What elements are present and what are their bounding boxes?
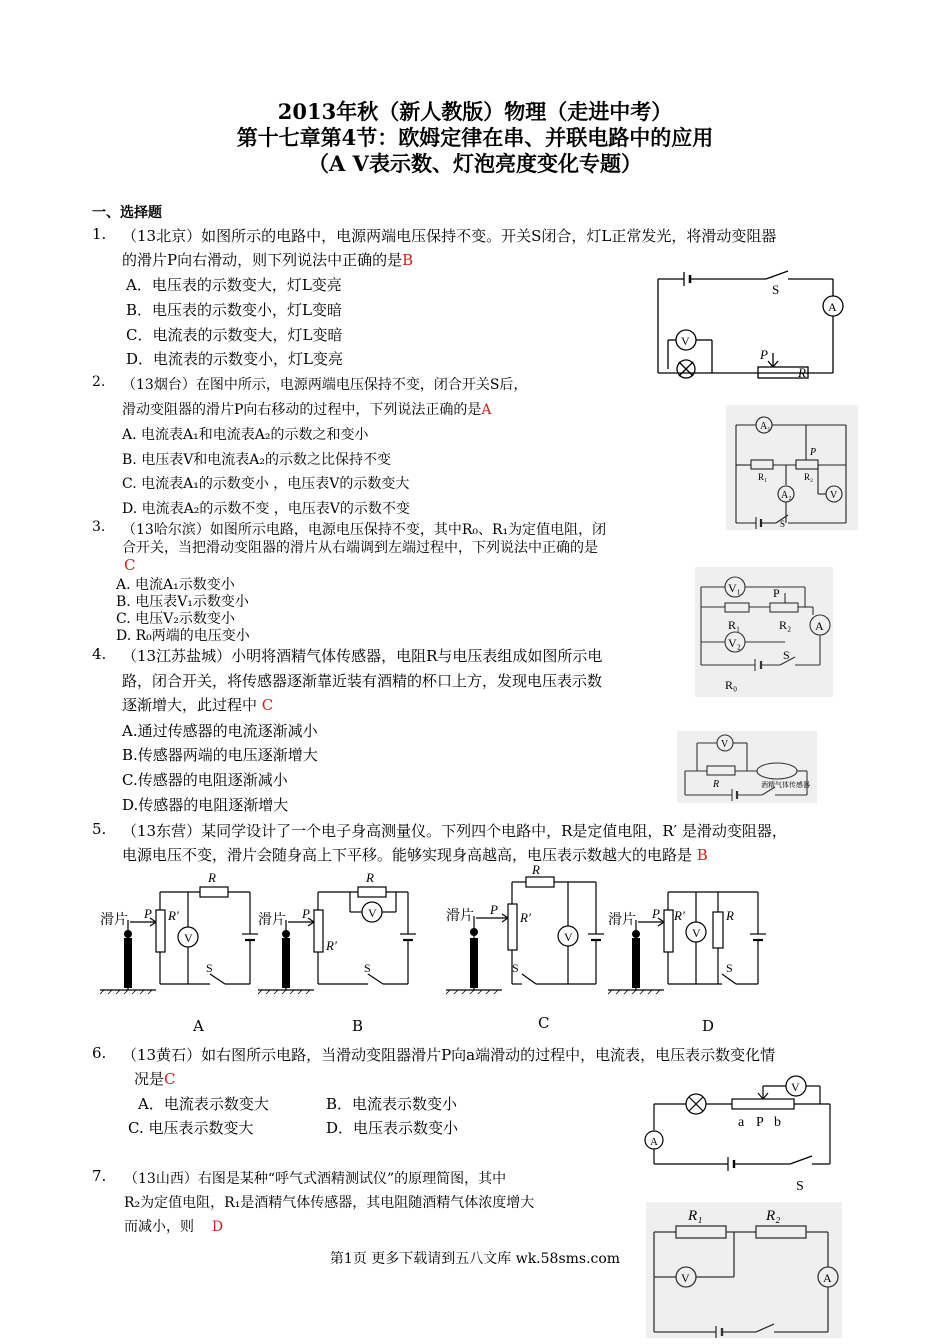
q5a-p: P xyxy=(144,906,152,921)
q3-stem-line2: 合开关，当把滑动变阻器的滑片从右端调到左端过程中，下列说法中正确的是 xyxy=(122,540,598,556)
q1-fig-voltmeter: V xyxy=(681,334,690,348)
q4-circuit-diagram xyxy=(677,731,817,803)
q5d-p: P xyxy=(652,906,660,921)
q5c-p: P xyxy=(490,902,498,917)
q5d-v: V xyxy=(692,926,701,940)
q4-answer: C xyxy=(261,696,274,714)
q6-stem-line2: 况是C xyxy=(134,1070,176,1088)
q2-option-a: A. 电流表A₁和电流表A₂的示数之和变小 xyxy=(122,427,369,443)
q5a-s: S xyxy=(206,961,213,975)
q1-fig-r: R xyxy=(798,365,806,380)
q2-fig-a1: A₁ xyxy=(760,421,771,432)
q3-number: 3. xyxy=(92,519,106,535)
section-heading: 一、选择题 xyxy=(92,205,162,221)
q7-stem-line1: （13山西）右图是某种“呼气式酒精测试仪”的原理简图，其中 xyxy=(124,1171,507,1187)
q5-label-b: B xyxy=(352,1017,364,1035)
q2-option-c: C. 电流表A₁的示数变小 ，电压表V的示数变大 xyxy=(122,476,410,492)
q3-fig-r0: R₀ xyxy=(725,678,738,692)
q1-stem-line2: 的滑片P向右滑动，则下列说法中正确的是B xyxy=(122,251,414,269)
q2-fig-r2: R₂ xyxy=(804,472,814,482)
q3-fig-p: P xyxy=(773,586,780,600)
q6-fig-p: P xyxy=(756,1115,764,1130)
q5d-r: R xyxy=(726,908,734,923)
q7-answer: D xyxy=(211,1219,224,1235)
q6-fig-v: V xyxy=(791,1080,800,1094)
q5a-slider-label: 滑片 xyxy=(100,912,128,928)
q5a-v: V xyxy=(184,931,193,945)
q6-option-c: C. 电压表示数变大 xyxy=(128,1119,254,1137)
q4-option-b: B.传感器两端的电压逐渐增大 xyxy=(122,746,318,764)
title-line-1: 2013年秋（新人教版）物理（走进中考） xyxy=(277,99,673,124)
q6-stem-line1: （13黄石）如右图所示电路，当滑动变阻器滑片P向a端滑动的过程中，电流表，电压表示数变化情 xyxy=(122,1046,776,1064)
q3-fig-v2: V₂ xyxy=(728,636,741,650)
q5-circuit-a xyxy=(100,862,260,1000)
q3-answer: C xyxy=(124,556,136,574)
q3-fig-s: S xyxy=(783,648,790,662)
q5b-p: P xyxy=(302,906,310,921)
q2-fig-s: S xyxy=(780,519,786,529)
q3-stem-line1: （13哈尔滨）如图所示电路，电源电压保持不变，其中R₀、R₁为定值电阻，闭 xyxy=(122,522,607,538)
q3-fig-a: A xyxy=(815,619,824,633)
q1-option-a: A．电压表的示数变大，灯L变亮 xyxy=(126,276,342,294)
q3-fig-r1: R₁ xyxy=(728,618,741,632)
q5b-r: R xyxy=(366,870,374,885)
q1-fig-p: P xyxy=(760,347,768,362)
q5-circuit-d xyxy=(608,862,768,1000)
q4-option-c: C.传感器的电阻逐渐减小 xyxy=(122,771,288,789)
title-line-3: （A V表示数、灯泡亮度变化专题） xyxy=(308,151,642,176)
q5c-s: S xyxy=(512,961,519,975)
q1-option-d: D．电流表的示数变小，灯L变亮 xyxy=(126,350,343,368)
q3-option-b: B. 电压表V₁示数变小 xyxy=(116,594,249,610)
q5a-rp: R′ xyxy=(168,908,179,923)
q5-stem-line2: 电源电压不变，滑片会随身高上下平移。能够实现身高越高，电压表示数越大的电路是 B xyxy=(122,846,708,864)
q3-option-d: D. R₀两端的电压变小 xyxy=(116,628,250,644)
q4-option-a: A.通过传感器的电流逐渐减小 xyxy=(122,722,318,740)
q5-circuit-c xyxy=(446,862,606,1000)
q5d-slider-label: 滑片 xyxy=(608,912,636,928)
q5-label-a: A xyxy=(193,1017,204,1035)
q4-stem-line2: 路，闭合开关，将传感器逐渐靠近装有酒精的杯口上方，发现电压表示数 xyxy=(122,672,603,690)
q5a-r: R xyxy=(208,870,216,885)
q4-fig-r: R xyxy=(713,779,720,790)
q5-number: 5. xyxy=(92,820,107,838)
q5c-v: V xyxy=(564,930,573,944)
q2-option-d: D. 电流表A₂的示数不变 ，电压表V的示数不变 xyxy=(122,501,410,517)
q2-number: 2. xyxy=(92,374,106,390)
q1-stem-line1: （13北京）如图所示的电路中，电源两端电压保持不变。开关S闭合，灯L正常发光，将滑动变阻器 xyxy=(122,227,777,245)
q6-answer: C xyxy=(164,1070,176,1088)
q3-fig-v1: V₁ xyxy=(728,581,741,595)
q2-stem-line2: 滑动变阻器的滑片P向右移动的过程中，下列说法正确的是A xyxy=(122,402,492,418)
q7-stem-line2: R₂为定值电阻，R₁是酒精气体传感器，其电阻随酒精气体浓度增大 xyxy=(124,1195,535,1211)
q6-circuit-diagram xyxy=(640,1074,845,1196)
q7-fig-r2: R₂ xyxy=(766,1208,781,1224)
q3-fig-r2: R₂ xyxy=(779,618,792,632)
q1-number: 1. xyxy=(92,225,107,243)
q1-option-b: B．电压表的示数变小，灯L变暗 xyxy=(126,301,342,319)
q7-fig-a: A xyxy=(823,1271,832,1285)
q2-circuit-diagram xyxy=(726,405,858,530)
q5-answer: B xyxy=(696,846,708,864)
q5d-rp: R′ xyxy=(674,908,685,923)
q4-option-d: D.传感器的电阻逐渐增大 xyxy=(122,796,289,814)
q1-circuit-diagram xyxy=(648,263,853,383)
q5b-rp: R′ xyxy=(326,938,337,953)
q7-stem-line3: 而减小，则 D xyxy=(124,1219,224,1235)
q5c-r: R xyxy=(532,862,540,877)
q4-fig-v: V xyxy=(721,739,729,750)
title-line-2: 第十七章第4节：欧姆定律在串、并联电路中的应用 xyxy=(236,125,714,150)
q1-fig-s: S xyxy=(772,282,780,297)
q6-option-a: A．电流表示数变大 xyxy=(138,1095,269,1113)
q4-number: 4. xyxy=(92,645,107,663)
q3-circuit-diagram xyxy=(695,567,833,697)
q1-answer: B xyxy=(402,251,414,269)
q3-option-a: A. 电流A₁示数变小 xyxy=(116,577,235,593)
q2-stem-line1: （13烟台）在图中所示，电源两端电压保持不变，闭合开关S后， xyxy=(122,377,528,393)
page-footer: 第1页 更多下载请到五八文库 wk.58sms.com xyxy=(329,1251,621,1267)
q6-fig-a: A xyxy=(650,1136,658,1148)
q7-fig-r1: R₁ xyxy=(688,1208,703,1224)
q2-option-b: B. 电压表V和电流表A₂的示数之比保持不变 xyxy=(122,452,392,468)
q3-option-c: C. 电压V₂示数变小 xyxy=(116,611,235,627)
q2-fig-p: P xyxy=(810,447,817,458)
q5-circuit-b xyxy=(258,862,418,1000)
q6-fig-a-end: a xyxy=(738,1115,745,1130)
q5b-s: S xyxy=(364,961,371,975)
q7-circuit-diagram xyxy=(646,1202,842,1338)
q1-fig-ammeter: A xyxy=(828,300,837,314)
q5-label-d: D xyxy=(702,1017,715,1035)
q6-fig-s: S xyxy=(796,1179,804,1194)
q7-number: 7. xyxy=(92,1167,107,1185)
q1-option-c: C．电流表的示数变大，灯L变暗 xyxy=(126,326,343,344)
q5c-rp: R′ xyxy=(520,910,531,925)
q2-answer: A xyxy=(481,402,492,418)
q2-fig-r1: R₁ xyxy=(758,472,768,482)
q7-fig-v: V xyxy=(681,1271,690,1285)
q5d-s: S xyxy=(726,961,733,975)
q6-option-b: B．电流表示数变小 xyxy=(326,1095,458,1113)
q5c-slider-label: 滑片 xyxy=(446,908,474,924)
q2-fig-v: V xyxy=(830,490,838,501)
q6-fig-b-end: b xyxy=(774,1115,781,1130)
q2-fig-a2: A₂ xyxy=(781,490,792,501)
q5b-slider-label: 滑片 xyxy=(258,912,286,928)
q5-label-c: C xyxy=(538,1014,550,1032)
q6-number: 6. xyxy=(92,1044,107,1062)
q4-stem-line3: 逐渐增大，此过程中 C xyxy=(122,696,274,714)
q5b-v: V xyxy=(368,906,377,920)
q4-stem-line1: （13江苏盐城）小明将酒精气体传感器，电阻R与电压表组成如图所示电 xyxy=(122,647,603,665)
q4-fig-sensor: 酒精气体传感器 xyxy=(761,781,810,789)
q5-stem-line1: （13东营）某同学设计了一个电子身高测量仪。下列四个电路中，R是定值电阻，R′ 是滑动变阻器， xyxy=(122,822,787,840)
q6-option-d: D．电压表示数变小 xyxy=(326,1119,459,1137)
